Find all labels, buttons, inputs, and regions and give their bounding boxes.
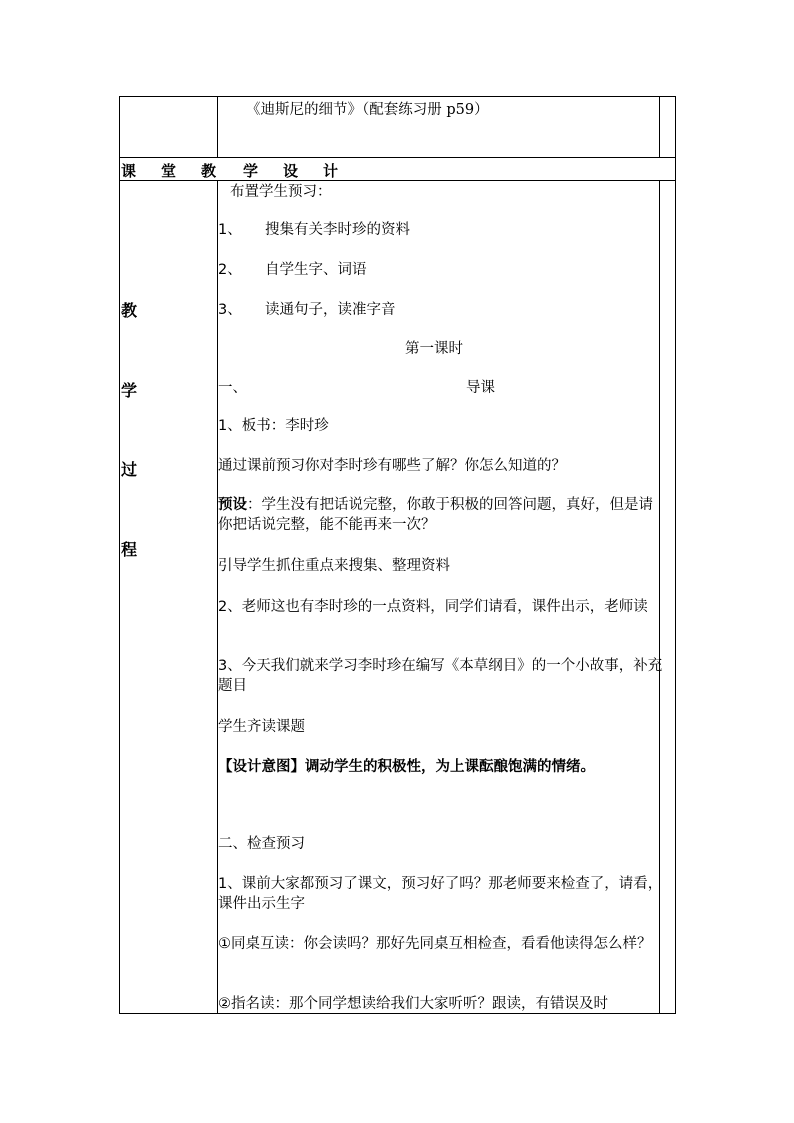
header-column-divider-left [217,96,218,157]
part1-title: 导课 [466,380,495,396]
read-title: 学生齐读课题 [218,719,305,735]
prep-item-text: 读通句子，读准字音 [265,302,396,318]
prep-item-text: 搜集有关李时珍的资料 [265,222,410,238]
design-intent: 【设计意图】调动学生的积极性，为上课酝酿饱满的情绪。 [218,758,595,775]
preset-paragraph [218,495,664,535]
preset-label: 预设 [218,497,247,513]
item3-text: 3、今天我们就来学习李时珍在编写《本草纲目》的一个小故事，补充题目 [218,658,663,694]
side-label-char: 学 [121,381,138,400]
board-writing: 1、板书：李时珍 [218,418,329,434]
table-border-left [119,96,120,1014]
guide-text: 引导学生抓住重点来搜集、整理资料 [218,558,450,574]
preset-text: ：学生没有把话说完整，你敢于积极的回答问题，真好，但是请你把话说完整，能不能再来一次？ [218,497,653,533]
table-border-right [675,96,676,1014]
check-b-text: ②指名读：那个同学想读给我们大家听听？跟读，有错误及时 [218,996,608,1012]
check-a-text: ①同桌互读：你会读吗？那好先同桌互相检查，看看他读得怎么样？ [218,936,652,952]
section-title-char: 计 [323,162,339,180]
prep-item-text: 自学生字、词语 [265,262,367,278]
section-title-char: 设 [283,162,299,180]
section-title [121,160,661,180]
question: 通过课前预习你对李时珍有哪些了解？你怎么知道的？ [218,458,566,474]
lesson-title: 《迪斯尼的细节》（配套练习册 p59） [246,102,489,118]
section-title-char: 堂 [161,162,177,180]
header-column-divider-right [659,96,660,157]
prep-item-number: 1、 [218,222,242,238]
part2-title: 二、检查预习 [218,836,305,852]
side-label-char: 过 [121,460,138,479]
prep-item-number: 2、 [218,262,242,278]
section-title-char: 学 [243,162,259,180]
prep-intro: 布置学生预习： [230,184,332,200]
check1-text: 1、课前大家都预习了课文，预习好了吗？那老师要来检查了，请看，课件出示生字 [218,876,663,912]
lesson-period-title: 第一课时 [405,341,463,357]
part1-number: 一、 [218,380,247,396]
item2-text: 2、老师这也有李时珍的一点资料，同学们请看，课件出示，老师读 [218,599,648,615]
table-border-top [119,96,676,97]
section-title-char: 课 [121,162,137,180]
side-label-char: 教 [121,301,138,320]
table-row-divider-1 [119,157,676,158]
side-label-char: 程 [121,540,138,559]
section-title-char: 教 [201,162,217,180]
prep-item-number: 3、 [218,302,242,318]
